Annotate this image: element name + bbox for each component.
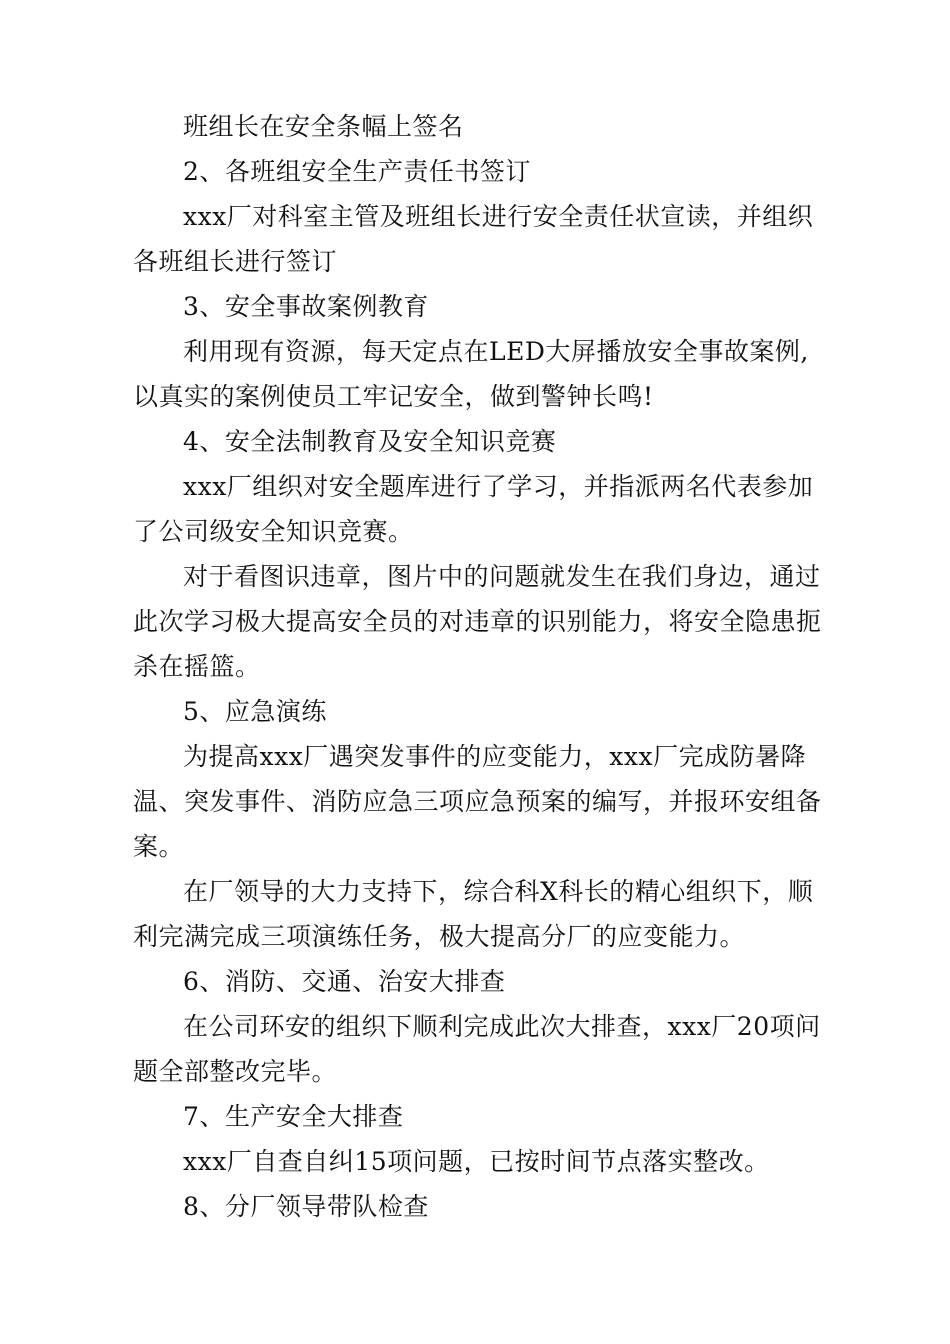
paragraph-banner-signing: 班组长在安全条幅上签名	[183, 112, 464, 141]
heading-case-education: 3、安全事故案例教育	[183, 292, 429, 321]
paragraph-responsibility-signing: xxx厂对科室主管及班组长进行安全责任状宣读，并组织各班组长进行签订	[133, 202, 814, 276]
heading-production-inspection: 7、生产安全大排查	[183, 1102, 404, 1131]
document-page	[133, 104, 833, 1229]
heading-law-education: 4、安全法制教育及安全知识竞赛	[183, 427, 557, 456]
paragraph-violation-recognition: 对于看图识违章，图片中的问题就发生在我们身边，通过此次学习极大提高安全员的对违章的识别能力，将安全隐患扼杀在摇篮。	[133, 562, 822, 681]
heading-leader-inspection: 8、分厂领导带队检查	[183, 1192, 429, 1221]
paragraph-emergency-plans: 为提高xxx厂遇突发事件的应变能力，xxx厂完成防暑降温、突发事件、消防应急三项应急预案的编写，并报环安组备案。	[133, 742, 822, 861]
paragraph-law-education: xxx厂组织对安全题库进行了学习，并指派两名代表参加了公司级安全知识竞赛。	[133, 472, 814, 546]
heading-responsibility-signing: 2、各班组安全生产责任书签订	[183, 157, 531, 186]
heading-emergency-drill: 5、应急演练	[183, 697, 327, 726]
paragraph-case-education: 利用现有资源，每天定点在LED大屏播放安全事故案例,以真实的案例使员工牢记安全，做到警钟长鸣!	[133, 337, 809, 411]
paragraph-production-inspection: xxx厂自查自纠15项问题，已按时间节点落实整改。	[183, 1147, 770, 1176]
paragraph-fire-traffic-inspection: 在公司环安的组织下顺利完成此次大排查，xxx厂20项问题全部整改完毕。	[133, 1012, 821, 1086]
heading-fire-traffic-inspection: 6、消防、交通、治安大排查	[183, 967, 506, 996]
paragraph-drill-completion: 在厂领导的大力支持下，综合科X科长的精心组织下，顺利完满完成三项演练任务，极大提高分厂的应变能力。	[133, 877, 814, 951]
